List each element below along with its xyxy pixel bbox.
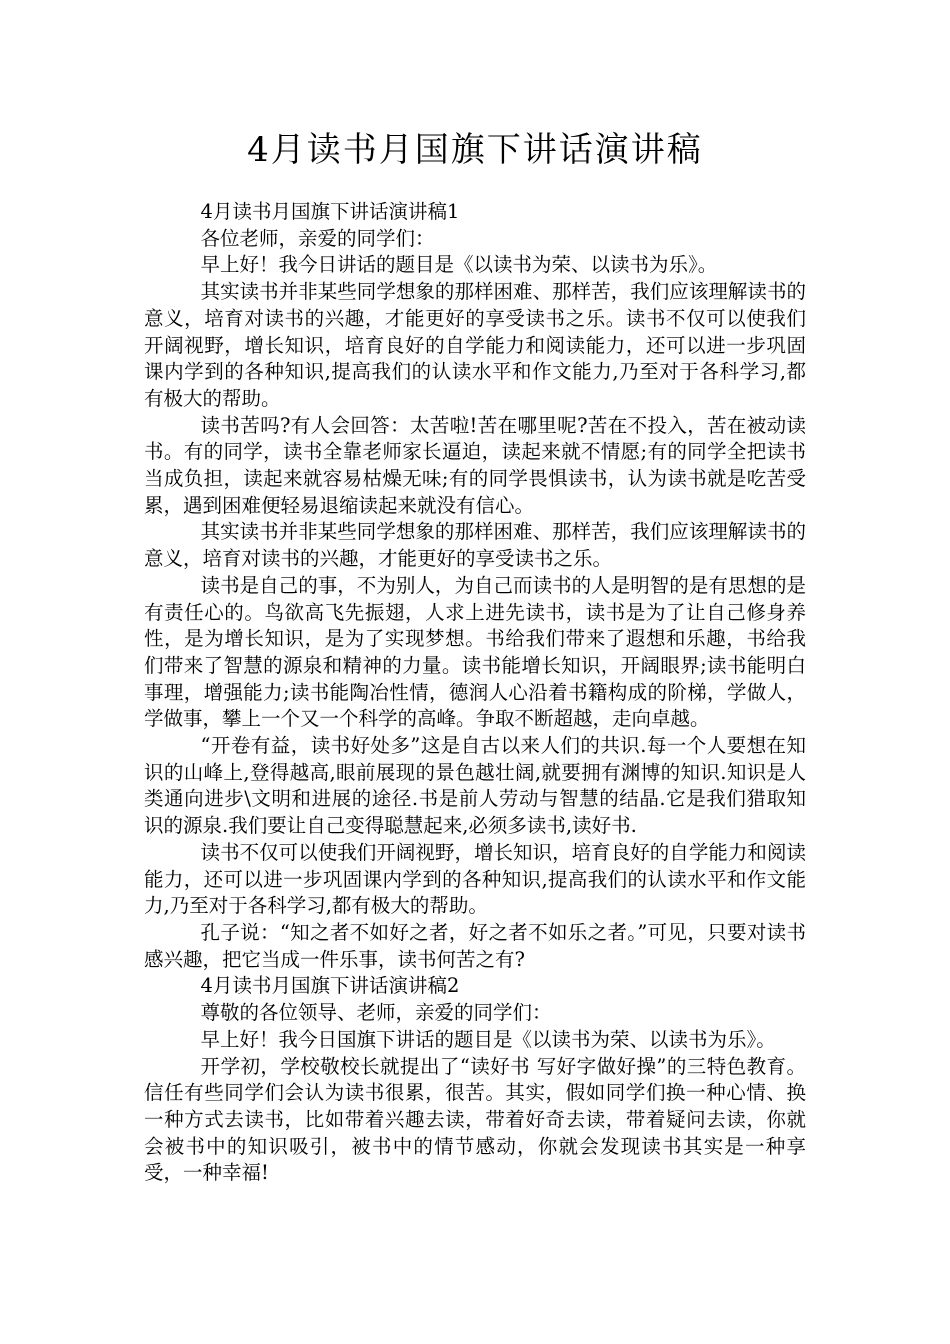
salutation-2: 尊敬的各位领导、老师，亲爱的同学们：: [200, 1001, 552, 1025]
section-heading-2: 4月读书月国旗下讲话演讲稿2: [200, 974, 460, 998]
document-title: 4月读书月国旗下讲话演讲稿: [247, 130, 703, 170]
paragraph-greeting-2: 早上好！我今日国旗下讲话的题目是《以读书为荣、以读书为乐》。: [200, 1027, 776, 1051]
paragraph: 开学初，学校敬校长就提出了“读好书 写好字做好操”的三特色教育。信任有些同学们会认为读书很累，很苦。其实，假如同学们换一种心情、换一种方式去读书，比如带着兴趣去读，带着好奇去读，带着疑问去读，你就会被书中的知识吸引，被书中的情节感动，你就会发现读书其实是一种享受，一种幸福!: [144, 1054, 806, 1185]
paragraph-greeting-1: 早上好！我今日讲话的题目是《以读书为荣、以读书为乐》。: [200, 253, 718, 277]
paragraph: 孔子说：“知之者不如好之者，好之者不如乐之者。”可见，只要对读书感兴趣，把它当成一件乐事，读书何苦之有?: [144, 920, 806, 971]
paragraph: 其实读书并非某些同学想象的那样困难、那样苦，我们应该理解读书的意义，培育对读书的兴趣，才能更好的享受读书之乐。: [144, 520, 806, 571]
salutation-1: 各位老师，亲爱的同学们：: [200, 226, 435, 250]
paragraph: “开卷有益，读书好处多”这是自古以来人们的共识.每一个人要想在知识的山峰上,登得越高,眼前展现的景色越壮阔,就要拥有渊博的知识.知识是人类通向进步\文明和进展的途径.书是前人劳动与智慧的结晶.它是我们猎取知识的源泉.我们要让自己变得聪慧起来,必须多读书,读好书.: [144, 734, 806, 838]
paragraph: 读书苦吗?有人会回答：太苦啦!苦在哪里呢?苦在不投入，苦在被动读书。有的同学，读书全靠老师家长逼迫，读起来就不情愿;有的同学全把读书当成负担，读起来就容易枯燥无味;有的同学畏惧读书，认为读书就是吃苦受累，遇到困难便轻易退缩读起来就没有信心。: [144, 413, 806, 517]
paragraph: 其实读书并非某些同学想象的那样困难、那样苦，我们应该理解读书的意义，培育对读书的兴趣，才能更好的享受读书之乐。读书不仅可以使我们开阔视野，增长知识，培育良好的自学能力和阅读能力，还可以进一步巩固课内学到的各种知识,提高我们的认读水平和作文能力,乃至对于各科学习,都有极大的帮助。: [144, 280, 806, 410]
section-heading-1: 4月读书月国旗下讲话演讲稿1: [200, 200, 460, 223]
paragraph: 读书不仅可以使我们开阔视野，增长知识，培育良好的自学能力和阅读能力，还可以进一步巩固课内学到的各种知识,提高我们的认读水平和作文能力,乃至对于各科学习,都有极大的帮助。: [144, 840, 806, 918]
paragraph: 读书是自己的事，不为别人，为自己而读书的人是明智的是有思想的是有责任心的。鸟欲高飞先振翅，人求上进先读书，读书是为了让自己修身养性，是为增长知识，是为了实现梦想。书给我们带来了遐想和乐趣，书给我们带来了智慧的源泉和精神的力量。读书能增长知识，开阔眼界;读书能明白事理，增强能力;读书能陶冶性情，德润人心沿着书籍构成的阶梯，学做人，学做事，攀上一个又一个科学的高峰。争取不断超越，走向卓越。: [144, 573, 806, 731]
document-body: [144, 199, 806, 1187]
